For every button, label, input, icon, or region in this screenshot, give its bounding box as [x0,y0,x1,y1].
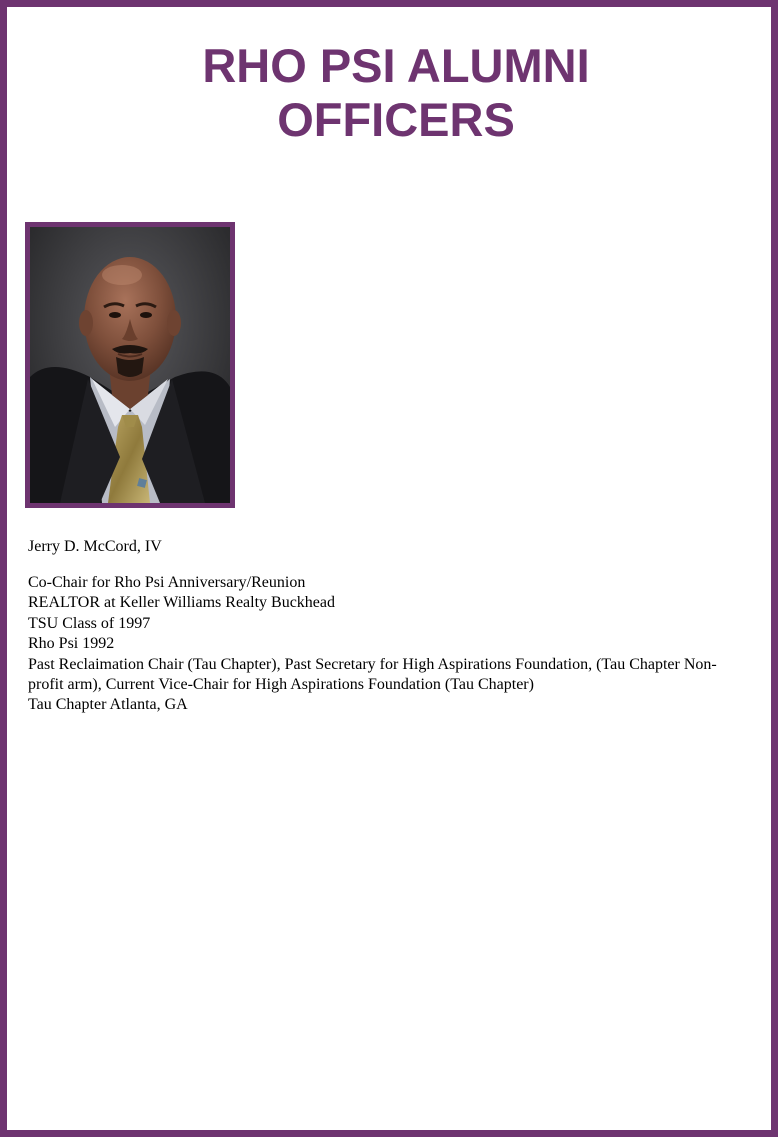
bio-line: Tau Chapter Atlanta, GA [28,696,188,714]
officer-name: Jerry D. McCord, IV [28,538,162,555]
page-title-line-2: OFFICERS [277,93,515,146]
bio-line: Rho Psi 1992 [28,635,115,653]
bio-line: REALTOR at Keller Williams Realty Buckhead [28,594,336,612]
page-title [7,39,778,147]
officer-portrait [25,222,235,508]
officer-portrait-photo-icon [30,227,230,503]
page-title-line-1: RHO PSI ALUMNI [202,39,590,92]
bio-line: TSU Class of 1997 [28,614,151,632]
bio-line: Past Reclaimation Chair (Tau Chapter), Past Secretary for High Aspirations Foundation, (Tau Chapter Non-profit arm), Current Vice-Chair for High Aspirations Foundation (Tau Chapter) [28,655,717,694]
officer-bio [28,573,718,716]
bio-line: Co-Chair for Rho Psi Anniversary/Reunion [28,574,306,591]
